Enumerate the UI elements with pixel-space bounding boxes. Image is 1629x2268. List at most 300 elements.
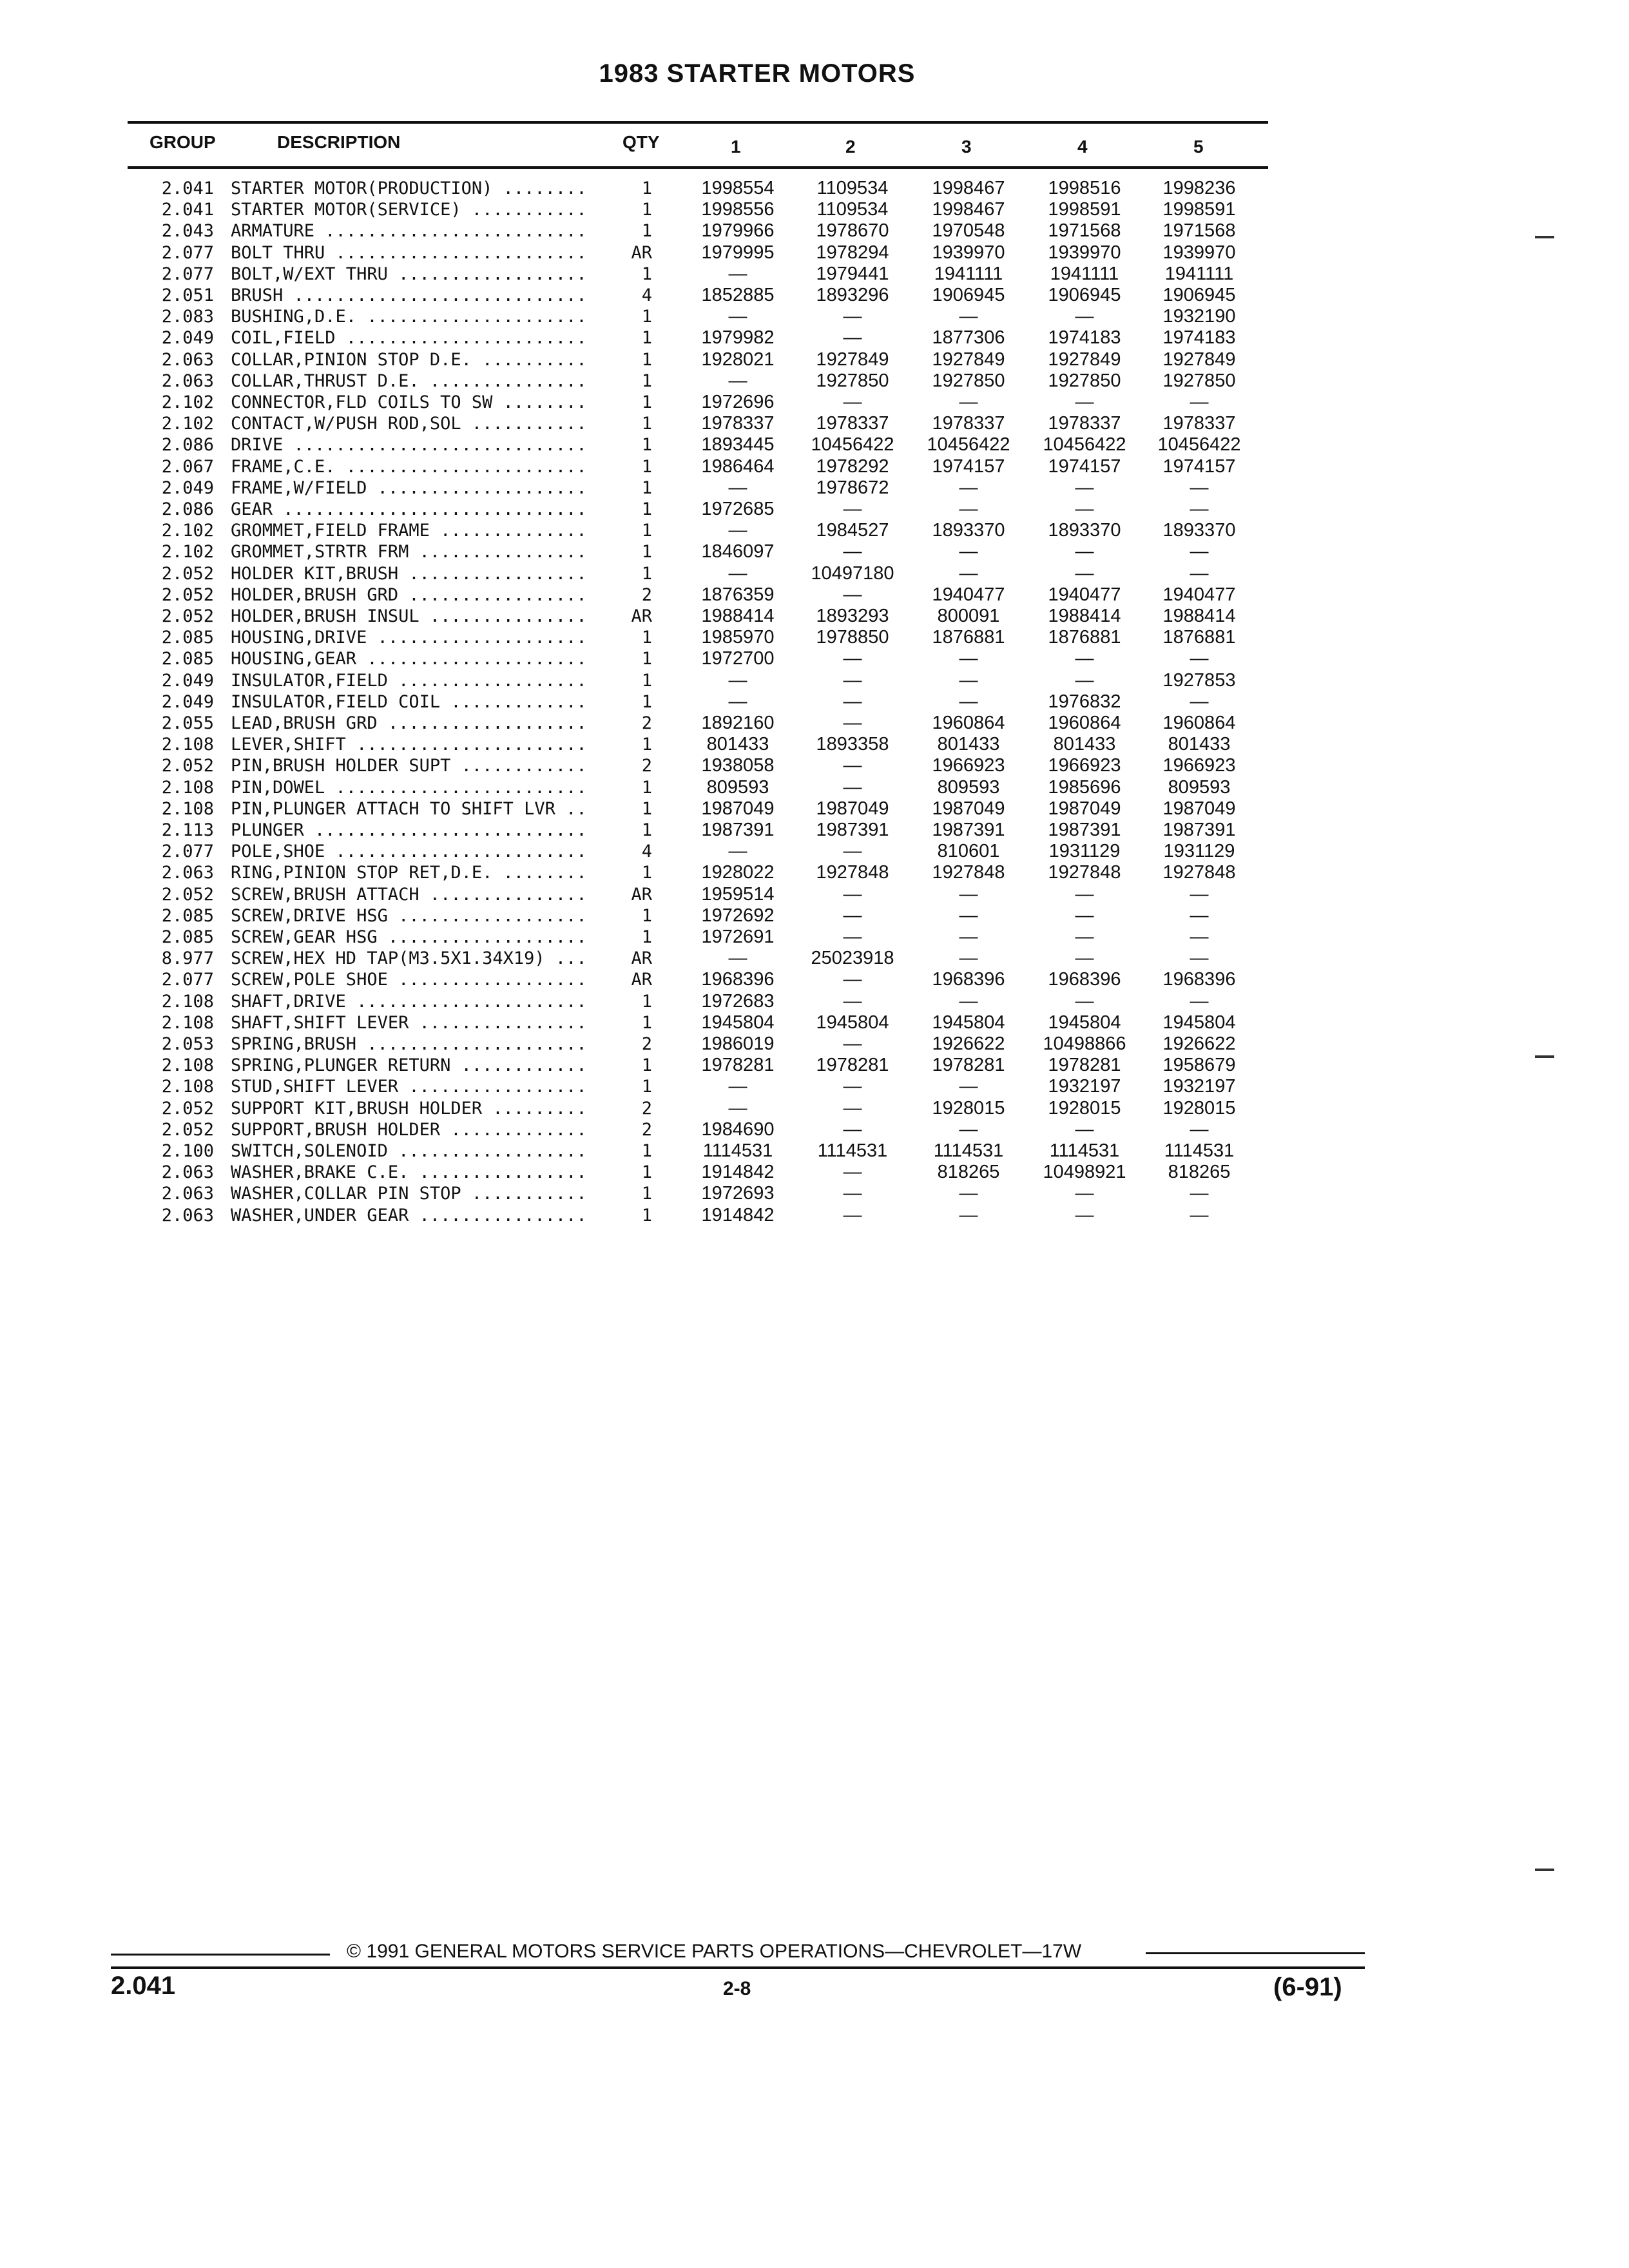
table-row <box>0 327 1289 349</box>
part-number-cell: — <box>1075 563 1094 584</box>
description-cell: LEVER,SHIFT ...................... <box>231 735 587 754</box>
qty-cell: 1 <box>641 307 652 327</box>
table-row <box>0 541 1289 562</box>
part-number-cell: 1893293 <box>816 606 889 626</box>
part-number-cell: 1985696 <box>1048 777 1121 798</box>
part-number-cell: 1984527 <box>816 520 889 541</box>
group-cell: 2.052 <box>161 564 214 584</box>
group-cell: 2.100 <box>161 1141 214 1161</box>
qty-cell: 1 <box>641 542 652 562</box>
table-row <box>0 927 1289 948</box>
group-cell: 2.067 <box>161 457 214 477</box>
group-cell: 2.102 <box>161 414 214 434</box>
part-number-cell: 1979966 <box>701 220 775 241</box>
part-number-cell: 1972685 <box>701 499 775 519</box>
header-col-5: 5 <box>1193 137 1204 157</box>
part-number-cell: 1927849 <box>1162 349 1236 370</box>
group-cell: 2.086 <box>161 499 214 519</box>
qty-cell: AR <box>631 885 652 905</box>
part-number-cell: 1959514 <box>701 884 775 905</box>
part-number-cell: 1978337 <box>1162 413 1236 434</box>
part-number-cell: 1940477 <box>932 584 1005 605</box>
description-cell: SCREW,DRIVE HSG .................. <box>231 906 587 926</box>
table-row <box>0 713 1289 734</box>
part-number-cell: — <box>843 1033 862 1054</box>
part-number-cell: 1928015 <box>1162 1098 1236 1119</box>
table-row <box>0 392 1289 413</box>
part-number-cell: 1876881 <box>1048 627 1121 648</box>
part-number-cell: — <box>959 1183 978 1204</box>
table-row <box>0 520 1289 541</box>
part-number-cell: 1971568 <box>1162 220 1236 241</box>
table-row <box>0 648 1289 669</box>
qty-cell: 1 <box>641 820 652 840</box>
part-number-cell: — <box>959 541 978 562</box>
table-row <box>0 1098 1289 1119</box>
part-number-cell: 1987391 <box>1048 820 1121 840</box>
description-cell: LEAD,BRUSH GRD ................... <box>231 713 587 733</box>
part-number-cell: 1978281 <box>816 1055 889 1075</box>
table-row <box>0 349 1289 370</box>
qty-cell: AR <box>631 606 652 626</box>
part-number-cell: 1927853 <box>1162 670 1236 691</box>
part-number-cell: — <box>843 1119 862 1140</box>
part-number-cell: 1945804 <box>1048 1012 1121 1033</box>
qty-cell: 1 <box>641 564 652 584</box>
table-row <box>0 606 1289 627</box>
qty-cell: 1 <box>641 371 652 391</box>
qty-cell: 1 <box>641 478 652 498</box>
part-number-cell: — <box>1190 499 1209 519</box>
group-cell: 2.077 <box>161 264 214 284</box>
part-number-cell: — <box>728 370 747 391</box>
part-number-cell: 1998591 <box>1048 199 1121 220</box>
header-group: GROUP <box>149 132 216 152</box>
description-cell: RING,PINION STOP RET,D.E. ........ <box>231 863 587 883</box>
part-number-cell: 10456422 <box>811 434 894 455</box>
description-cell: INSULATOR,FIELD .................. <box>231 671 587 691</box>
part-number-cell: 1941111 <box>1050 264 1119 284</box>
part-number-cell: — <box>843 691 862 712</box>
part-number-cell: 1932197 <box>1162 1076 1236 1097</box>
part-number-cell: 1972683 <box>701 991 775 1012</box>
part-number-cell: 1978670 <box>816 220 889 241</box>
group-cell: 2.085 <box>161 649 214 669</box>
qty-cell: 1 <box>641 992 652 1012</box>
description-cell: GROMMET,STRTR FRM ................ <box>231 542 587 562</box>
part-number-cell: 810601 <box>937 841 1000 861</box>
part-number-cell: — <box>1075 948 1094 968</box>
qty-cell: 2 <box>641 756 652 776</box>
table-row <box>0 841 1289 862</box>
description-cell: PIN,BRUSH HOLDER SUPT ............ <box>231 756 587 776</box>
part-number-cell: 1877306 <box>932 327 1005 348</box>
part-number-cell: 1876359 <box>701 584 775 605</box>
description-cell: SCREW,HEX HD TAP(M3.5X1.34X19) ... <box>231 948 587 968</box>
part-number-cell: 1893358 <box>816 734 889 754</box>
qty-cell: 1 <box>641 778 652 798</box>
part-number-cell: — <box>1075 991 1094 1012</box>
part-number-cell: 1928022 <box>701 862 775 883</box>
table-row <box>0 456 1289 477</box>
description-cell: ARMATURE ......................... <box>231 221 587 241</box>
qty-cell: 1 <box>641 435 652 455</box>
group-cell: 2.063 <box>161 1206 214 1225</box>
part-number-cell: 1974157 <box>1162 456 1236 477</box>
header-col-3: 3 <box>961 137 972 157</box>
description-cell: FRAME,W/FIELD .................... <box>231 478 587 498</box>
description-cell: WASHER,COLLAR PIN STOP ........... <box>231 1184 587 1204</box>
group-cell: 2.049 <box>161 478 214 498</box>
table-row <box>0 306 1289 327</box>
part-number-cell: 1978337 <box>932 413 1005 434</box>
part-number-cell: 1987049 <box>1048 798 1121 819</box>
part-number-cell: 1852885 <box>701 285 775 305</box>
part-number-cell: — <box>1190 1205 1209 1225</box>
header-description: DESCRIPTION <box>277 132 401 152</box>
part-number-cell: — <box>843 969 862 990</box>
part-number-cell: 1114531 <box>933 1140 1004 1161</box>
part-number-cell: — <box>1190 905 1209 926</box>
part-number-cell: 1968396 <box>1162 969 1236 990</box>
table-row <box>0 220 1289 242</box>
part-number-cell: — <box>959 927 978 947</box>
description-cell: BRUSH ............................ <box>231 285 587 305</box>
description-cell: SHAFT,SHIFT LEVER ................ <box>231 1013 587 1033</box>
part-number-cell: — <box>843 927 862 947</box>
qty-cell: 1 <box>641 457 652 477</box>
group-cell: 2.077 <box>161 970 214 990</box>
part-number-cell: — <box>1190 691 1209 712</box>
description-cell: SWITCH,SOLENOID .................. <box>231 1141 587 1161</box>
table-row <box>0 670 1289 691</box>
group-cell: 2.083 <box>161 307 214 327</box>
qty-cell: 2 <box>641 1099 652 1119</box>
part-number-cell: 1892160 <box>701 713 775 733</box>
table-row <box>0 584 1289 606</box>
table-row <box>0 1055 1289 1076</box>
part-number-cell: 1972691 <box>701 927 775 947</box>
table-row <box>0 1012 1289 1033</box>
part-number-cell: — <box>843 648 862 669</box>
description-cell: HOUSING,DRIVE .................... <box>231 628 587 648</box>
part-number-cell: 1987049 <box>701 798 775 819</box>
part-number-cell: 1927848 <box>932 862 1005 883</box>
part-number-cell: — <box>959 884 978 905</box>
description-cell: WASHER,BRAKE C.E. ................ <box>231 1162 587 1182</box>
qty-cell: 1 <box>641 392 652 412</box>
group-cell: 2.041 <box>161 178 214 198</box>
part-number-cell: 1945804 <box>816 1012 889 1033</box>
part-number-cell: — <box>1075 905 1094 926</box>
part-number-cell: 1932197 <box>1048 1076 1121 1097</box>
part-number-cell: 1974157 <box>932 456 1005 477</box>
table-row <box>0 627 1289 648</box>
part-number-cell: 1987049 <box>932 798 1005 819</box>
part-number-cell: 1968396 <box>1048 969 1121 990</box>
footer-group-number: 2.041 <box>111 1972 176 2000</box>
description-cell: GEAR ............................. <box>231 499 587 519</box>
group-cell: 2.053 <box>161 1034 214 1054</box>
part-number-cell: — <box>728 264 747 284</box>
table-row <box>0 499 1289 520</box>
part-number-cell: 1941111 <box>934 264 1003 284</box>
part-number-cell: 1927849 <box>932 349 1005 370</box>
part-number-cell: 1979982 <box>701 327 775 348</box>
part-number-cell: 1971568 <box>1048 220 1121 241</box>
group-cell: 2.077 <box>161 243 214 263</box>
part-number-cell: 809593 <box>706 777 769 798</box>
part-number-cell: 1978281 <box>701 1055 775 1075</box>
group-cell: 2.085 <box>161 927 214 947</box>
part-number-cell: 1926622 <box>1162 1033 1236 1054</box>
description-cell: STUD,SHIFT LEVER ................. <box>231 1077 587 1097</box>
part-number-cell: — <box>959 563 978 584</box>
qty-cell: 1 <box>641 863 652 883</box>
table-row <box>0 948 1289 969</box>
qty-cell: 1 <box>641 906 652 926</box>
footer-date-code: (6-91) <box>1273 1973 1342 2001</box>
qty-cell: 1 <box>641 328 652 348</box>
part-number-cell: 1927850 <box>932 370 1005 391</box>
part-number-cell: — <box>1075 477 1094 498</box>
part-number-cell: — <box>1075 1183 1094 1204</box>
group-cell: 2.052 <box>161 1099 214 1119</box>
part-number-cell: 1876881 <box>932 627 1005 648</box>
qty-cell: 1 <box>641 692 652 712</box>
table-row <box>0 477 1289 499</box>
part-number-cell: 1978281 <box>1048 1055 1121 1075</box>
part-number-cell: — <box>843 991 862 1012</box>
part-number-cell: — <box>843 392 862 412</box>
description-cell: CONTACT,W/PUSH ROD,SOL ........... <box>231 414 587 434</box>
group-cell: 2.063 <box>161 863 214 883</box>
header-top-rule <box>128 121 1268 124</box>
part-number-cell: — <box>1075 306 1094 327</box>
table-row <box>0 242 1289 264</box>
margin-mark <box>1535 236 1554 238</box>
table-row <box>0 563 1289 584</box>
part-number-cell: 1976832 <box>1048 691 1121 712</box>
part-number-cell: — <box>843 1162 862 1182</box>
part-number-cell: 1966923 <box>932 755 1005 776</box>
part-number-cell: — <box>959 670 978 691</box>
part-number-cell: 1988414 <box>1048 606 1121 626</box>
part-number-cell: 10456422 <box>1157 434 1241 455</box>
part-number-cell: 1974157 <box>1048 456 1121 477</box>
qty-cell: AR <box>631 948 652 968</box>
part-number-cell: — <box>843 905 862 926</box>
table-row <box>0 777 1289 798</box>
part-number-cell: 1114531 <box>702 1140 773 1161</box>
part-number-cell: — <box>843 884 862 905</box>
table-row <box>0 285 1289 306</box>
part-number-cell: 1914842 <box>701 1205 775 1225</box>
group-cell: 2.055 <box>161 713 214 733</box>
group-cell: 2.049 <box>161 328 214 348</box>
part-number-cell: — <box>959 306 978 327</box>
qty-cell: 2 <box>641 1120 652 1140</box>
part-number-cell: 1893370 <box>1048 520 1121 541</box>
part-number-cell: — <box>728 306 747 327</box>
group-cell: 8.977 <box>161 948 214 968</box>
qty-cell: 1 <box>641 499 652 519</box>
qty-cell: 1 <box>641 221 652 241</box>
part-number-cell: 1978337 <box>816 413 889 434</box>
part-number-cell: — <box>1190 948 1209 968</box>
table-row <box>0 1162 1289 1183</box>
part-number-cell: 1939970 <box>932 242 1005 263</box>
group-cell: 2.052 <box>161 1120 214 1140</box>
qty-cell: 1 <box>641 628 652 648</box>
header-col-4: 4 <box>1077 137 1088 157</box>
group-cell: 2.102 <box>161 542 214 562</box>
part-number-cell: 1988414 <box>701 606 775 626</box>
part-number-cell: — <box>843 1183 862 1204</box>
table-row <box>0 969 1289 990</box>
description-cell: SHAFT,DRIVE ...................... <box>231 992 587 1012</box>
part-number-cell: — <box>843 1076 862 1097</box>
table-row <box>0 991 1289 1012</box>
description-cell: PIN,DOWEL ........................ <box>231 778 587 798</box>
part-number-cell: 1927850 <box>1162 370 1236 391</box>
table-row <box>0 199 1289 220</box>
qty-cell: 1 <box>641 927 652 947</box>
part-number-cell: 1939970 <box>1048 242 1121 263</box>
part-number-cell: 1987391 <box>816 820 889 840</box>
part-number-cell: 1987049 <box>816 798 889 819</box>
margin-mark <box>1535 1869 1554 1871</box>
part-number-cell: 10497180 <box>811 563 894 584</box>
part-number-cell: — <box>959 648 978 669</box>
part-number-cell: 1928015 <box>932 1098 1005 1119</box>
part-number-cell: 1941111 <box>1164 264 1234 284</box>
part-number-cell: 1893296 <box>816 285 889 305</box>
part-number-cell: — <box>843 306 862 327</box>
group-cell: 2.108 <box>161 1055 214 1075</box>
table-row <box>0 1205 1289 1226</box>
part-number-cell: 1978850 <box>816 627 889 648</box>
part-number-cell: 1979441 <box>816 264 889 284</box>
group-cell: 2.051 <box>161 285 214 305</box>
group-cell: 2.052 <box>161 885 214 905</box>
group-cell: 2.041 <box>161 200 214 220</box>
part-number-cell: 1114531 <box>1164 1140 1235 1161</box>
part-number-cell: 1927850 <box>816 370 889 391</box>
part-number-cell: 1914842 <box>701 1162 775 1182</box>
part-number-cell: — <box>728 1098 747 1119</box>
part-number-cell: — <box>959 499 978 519</box>
part-number-cell: 1876881 <box>1162 627 1236 648</box>
part-number-cell: 10456422 <box>927 434 1010 455</box>
part-number-cell: 1893445 <box>701 434 775 455</box>
part-number-cell: 1958679 <box>1162 1055 1236 1075</box>
description-cell: HOUSING,GEAR ..................... <box>231 649 587 669</box>
part-number-cell: 1985970 <box>701 627 775 648</box>
part-number-cell: — <box>1075 927 1094 947</box>
part-number-cell: 1114531 <box>1049 1140 1120 1161</box>
table-row <box>0 1033 1289 1055</box>
group-cell: 2.108 <box>161 992 214 1012</box>
part-number-cell: — <box>843 1205 862 1225</box>
part-number-cell: 1966923 <box>1048 755 1121 776</box>
description-cell: DRIVE ............................ <box>231 435 587 455</box>
qty-cell: 1 <box>641 200 652 220</box>
qty-cell: 2 <box>641 585 652 605</box>
table-row <box>0 905 1289 927</box>
description-cell: FRAME,C.E. ....................... <box>231 457 587 477</box>
part-number-cell: 10498921 <box>1043 1162 1126 1182</box>
group-cell: 2.049 <box>161 692 214 712</box>
part-number-cell: — <box>959 991 978 1012</box>
part-number-cell: — <box>843 755 862 776</box>
part-number-cell: — <box>1190 477 1209 498</box>
footer-full-rule <box>111 1966 1365 1969</box>
part-number-cell: 1945804 <box>932 1012 1005 1033</box>
part-number-cell: 1968396 <box>932 969 1005 990</box>
qty-cell: 1 <box>641 414 652 434</box>
group-cell: 2.063 <box>161 371 214 391</box>
description-cell: SCREW,GEAR HSG ................... <box>231 927 587 947</box>
part-number-cell: — <box>728 520 747 541</box>
header-qty: QTY <box>622 132 660 152</box>
part-number-cell: 1979995 <box>701 242 775 263</box>
part-number-cell: 1927848 <box>816 862 889 883</box>
part-number-cell: 1986464 <box>701 456 775 477</box>
part-number-cell: — <box>1190 392 1209 412</box>
qty-cell: 1 <box>641 1184 652 1204</box>
part-number-cell: 1972700 <box>701 648 775 669</box>
part-number-cell: 1987391 <box>1162 820 1236 840</box>
part-number-cell: — <box>1075 541 1094 562</box>
header-bottom-rule <box>128 166 1268 169</box>
part-number-cell: 800091 <box>937 606 1000 626</box>
part-number-cell: 1978281 <box>932 1055 1005 1075</box>
description-cell: HOLDER,BRUSH GRD ................. <box>231 585 587 605</box>
part-number-cell: 1988414 <box>1162 606 1236 626</box>
part-number-cell: 1928021 <box>701 349 775 370</box>
part-number-cell: 1931129 <box>1048 841 1121 861</box>
group-cell: 2.085 <box>161 906 214 926</box>
group-cell: 2.108 <box>161 735 214 754</box>
part-number-cell: 1938058 <box>701 755 775 776</box>
footer-page-number: 2-8 <box>723 1978 751 1999</box>
part-number-cell: — <box>843 499 862 519</box>
table-row <box>0 734 1289 755</box>
part-number-cell: — <box>1190 991 1209 1012</box>
part-number-cell: 1960864 <box>1162 713 1236 733</box>
qty-cell: 1 <box>641 1162 652 1182</box>
group-cell: 2.086 <box>161 435 214 455</box>
part-number-cell: 1998591 <box>1162 199 1236 220</box>
part-number-cell: — <box>1190 1119 1209 1140</box>
part-number-cell: 1945804 <box>1162 1012 1236 1033</box>
part-number-cell: — <box>1190 884 1209 905</box>
footer-right-rule <box>1146 1952 1365 1954</box>
part-number-cell: — <box>959 1076 978 1097</box>
part-number-cell: — <box>843 541 862 562</box>
description-cell: SUPPORT KIT,BRUSH HOLDER ......... <box>231 1099 587 1119</box>
part-number-cell: 10498866 <box>1043 1033 1126 1054</box>
part-number-cell: — <box>843 670 862 691</box>
table-row <box>0 1119 1289 1140</box>
qty-cell: 1 <box>641 799 652 819</box>
part-number-cell: 1893370 <box>932 520 1005 541</box>
part-number-cell: — <box>843 1098 862 1119</box>
qty-cell: 1 <box>641 671 652 691</box>
qty-cell: 1 <box>641 1206 652 1225</box>
part-number-cell: 1927849 <box>1048 349 1121 370</box>
